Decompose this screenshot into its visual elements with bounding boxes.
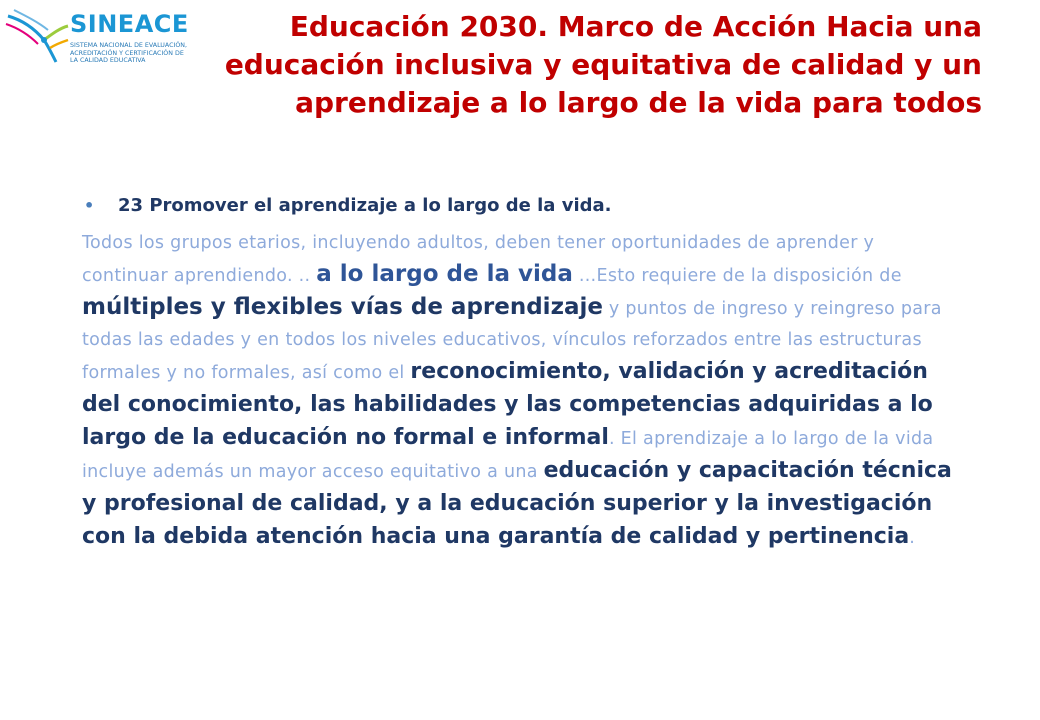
logo-subtitle: SISTEMA NACIONAL DE EVALUACIÓN, ACREDITACIÓN Y CERTIFICACIÓN DE LA CALIDAD EDUCATIVA [70,42,188,64]
bullet-dot-icon: • [84,196,95,215]
bullet-item [82,192,962,220]
logo-name: SINEACE [70,10,189,38]
emphasis-recognition: reconocimiento, validación y acreditación del conocimiento, las habilidades y las competencias adquiridas a lo largo de la educación no formal e informal [82,359,933,450]
emphasis-technical-education: educación y capacitación técnica y profesional de calidad, y a la educación superior y la investigación con la debida atención hacia una garantía de calidad y pertinencia [82,458,952,549]
bullet-text: 23 Promover el aprendizaje a lo largo de la vida. [118,195,612,216]
body-paragraph [82,228,962,554]
emphasis-flexible-pathways: múltiples y flexibles vías de aprendizaje [82,294,603,320]
paragraph-segment-4: . El aprendizaje a lo largo de la vida incluye además un mayor acceso equitativo a una [82,429,934,482]
paragraph-segment-5: . [909,528,916,548]
paragraph-segment-1: Todos los grupos etarios, incluyendo adultos, deben tener oportunidades de aprender y continuar aprendiendo. .. [82,233,875,286]
bird-logo-icon [4,6,70,66]
sineace-logo [4,6,194,86]
paragraph-segment-2: …Esto requiere de la disposición de [572,266,902,286]
slide-title: Educación 2030. Marco de Acción Hacia una educación inclusiva y equitativa de calidad y un aprendizaje a lo largo de la vida para todos [224,10,982,119]
slide-content [82,192,962,554]
emphasis-lifelong: a lo largo de la vida [316,261,573,287]
paragraph-segment-3: y puntos de ingreso y reingreso para todas las edades y en todos los niveles educativos, vínculos reforzados entre las estructuras formales y no formales, así como el [82,299,942,383]
